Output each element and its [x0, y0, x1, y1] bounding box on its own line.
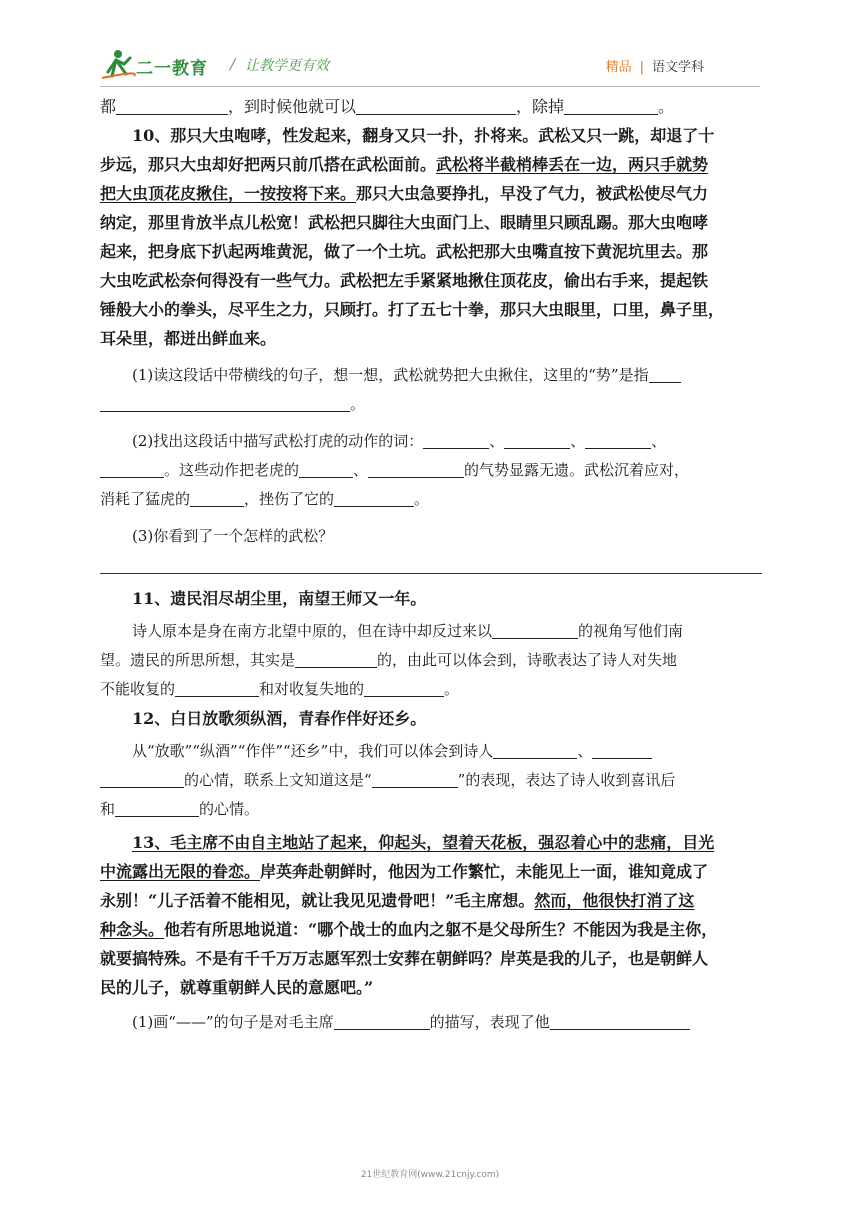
- underlined-sentence: 种念头。: [100, 920, 165, 939]
- q10-sub1-cont: 。: [100, 390, 762, 419]
- document-body: [100, 92, 762, 1037]
- answer-line[interactable]: [100, 573, 762, 574]
- q11-text: 诗人原本是身在南方北望中原的，但在诗中却反过来以 的视角写他们南: [100, 617, 762, 646]
- answer-blank[interactable]: [295, 647, 377, 668]
- answer-blank[interactable]: [649, 362, 681, 383]
- answer-blank[interactable]: [100, 391, 350, 412]
- answer-blank[interactable]: [493, 738, 577, 759]
- answer-blank[interactable]: [334, 1009, 430, 1030]
- q13-text: 民的儿子，就尊重朝鲜人民的意愿吧。”: [100, 978, 374, 997]
- slogan: 让教学更有效: [245, 58, 329, 74]
- q10-text: 步远，那只大虫却好把两只前爪搭在武松面前。武松将半截梢棒丢在一边，两只手就势: [100, 155, 709, 174]
- q11-text: 望。遗民的所思所想，其实是 的，由此可以体会到，诗歌表达了诗人对失地: [100, 646, 762, 675]
- answer-blank[interactable]: [492, 618, 578, 639]
- q10-text: 耳朵里，都迸出鲜血来。: [100, 329, 277, 348]
- underlined-sentence: 武松将半截梢棒丢在一边，两只手就势: [436, 155, 709, 174]
- answer-blank[interactable]: [564, 94, 658, 115]
- q10-text: 锤般大小的拳头，尽平生之力，只顾打。打了五七十拳，那只大虫眼里，口里，鼻子里，: [100, 300, 725, 319]
- header-rule: [100, 86, 760, 87]
- answer-blank[interactable]: [423, 428, 489, 449]
- q10-sub2-cont: 消耗了猛虎的 ，挫伤了它的 。: [100, 485, 762, 514]
- q10-sub2-cont: 。这些动作把老虎的 、 的气势显露无遗。武松沉着应对，: [100, 456, 762, 485]
- brand-name: 二一教育: [136, 59, 208, 79]
- answer-blank[interactable]: [299, 457, 353, 478]
- q13-text: 中流露出无限的眷恋。岸英奔赴朝鲜时，他因为工作繁忙，未能见上一面，谁知竟成了: [100, 862, 709, 881]
- q10-text: 纳定，那里肯放半点儿松宽！武松把只脚往大虫面门上、眼睛里只顾乱踢。那大虫咆哮: [100, 213, 709, 232]
- q13-text: 就要搞特殊。不是有千千万万志愿军烈士安葬在朝鲜吗？岸英是我的儿子，也是朝鲜人: [100, 949, 709, 968]
- answer-blank[interactable]: [100, 457, 164, 478]
- answer-blank[interactable]: [190, 486, 244, 507]
- answer-blank[interactable]: [550, 1009, 690, 1030]
- q13-text: 种念头。他若有所思地说道：“哪个战士的血内之躯不是父母所生？不能因为我是主你，: [100, 920, 718, 939]
- underlined-sentence: 把大虫顶花皮揪住，一按按将下来。: [100, 184, 357, 203]
- answer-blank[interactable]: [504, 428, 570, 449]
- q10-text: 起来，把身底下扒起两堆黄泥，做了一个土坑。武松把那大虫嘴直按下黄泥坑里去。那: [100, 242, 709, 261]
- answer-blank[interactable]: [364, 676, 444, 697]
- header-right: [606, 56, 704, 75]
- q11-title: 11、遗民泪尽胡尘里，南望王师又一年。: [132, 589, 427, 608]
- q10-text: 把大虫顶花皮揪住，一按按将下来。那只大虫急要挣扎，早没了气力，被武松使尽气力: [100, 184, 709, 203]
- underlined-sentence: 中流露出无限的眷恋。: [100, 862, 261, 881]
- q12-text: 和 的心情。: [100, 795, 762, 824]
- q10-sub1: (1)读这段话中带横线的句子，想一想，武松就势把大虫揪住，这里的“势”是指: [100, 361, 762, 390]
- answer-blank[interactable]: [592, 738, 652, 759]
- q13-sub1: (1)画“——”的句子是对毛主席 的描写，表现了他: [100, 1008, 762, 1037]
- q12-text: 的心情，联系上文知道这是“ ”的表现，表达了诗人收到喜讯后: [100, 766, 762, 795]
- answer-blank[interactable]: [334, 486, 414, 507]
- subject-label: 语文学科: [651, 60, 704, 75]
- page-header: [100, 44, 760, 84]
- answer-blank[interactable]: [175, 676, 259, 697]
- q13-text: 永别！“儿子活着不能相见，就让我见见遗骨吧！”毛主席想。然而，他很快打消了这: [100, 891, 695, 910]
- text-line: 都 ，到时候他就可以 ，除掉 。: [100, 92, 762, 121]
- underlined-sentence: 13、毛主席不由自主地站了起来，仰起头，望着天花板，强忍着心中的悲痛，目光: [132, 833, 715, 852]
- underlined-sentence: 然而，他很快打消了这: [534, 891, 695, 910]
- q10-text: 大虫吃武松奈何得没有一些气力。武松把左手紧紧地揪住顶花皮，偷出右手来，提起铁: [100, 271, 709, 290]
- q11-text: 不能收复的 和对收复失地的 。: [100, 675, 762, 704]
- header-divider: |: [639, 60, 644, 75]
- answer-blank[interactable]: [115, 796, 199, 817]
- answer-blank[interactable]: [116, 94, 228, 115]
- answer-blank[interactable]: [585, 428, 651, 449]
- q13-text: [100, 828, 762, 857]
- q10-text: 10、那只大虫咆哮，性发起来，翻身又只一扑，扑将来。武松又只一跳，却退了十: [132, 126, 715, 145]
- answer-blank[interactable]: [368, 457, 464, 478]
- q10-sub2: (2)找出这段话中描写武松打虎的动作的词： 、 、 、: [100, 427, 762, 456]
- answer-blank[interactable]: [100, 767, 184, 788]
- q10-sub3: (3)你看到了一个怎样的武松？: [132, 527, 334, 545]
- answer-blank[interactable]: [356, 94, 516, 115]
- premium-tag: 精品: [605, 60, 632, 75]
- answer-blank[interactable]: [372, 767, 458, 788]
- header-separator: /: [230, 55, 236, 73]
- q12-text: 从“放歌”“纵酒”“作伴”“还乡”中，我们可以体会到诗人 、: [100, 737, 762, 766]
- q12-title: 12、白日放歌须纵酒，青春作伴好还乡。: [132, 709, 427, 728]
- page-footer: 21世纪教育网(www.21cnjy.com): [360, 1170, 500, 1180]
